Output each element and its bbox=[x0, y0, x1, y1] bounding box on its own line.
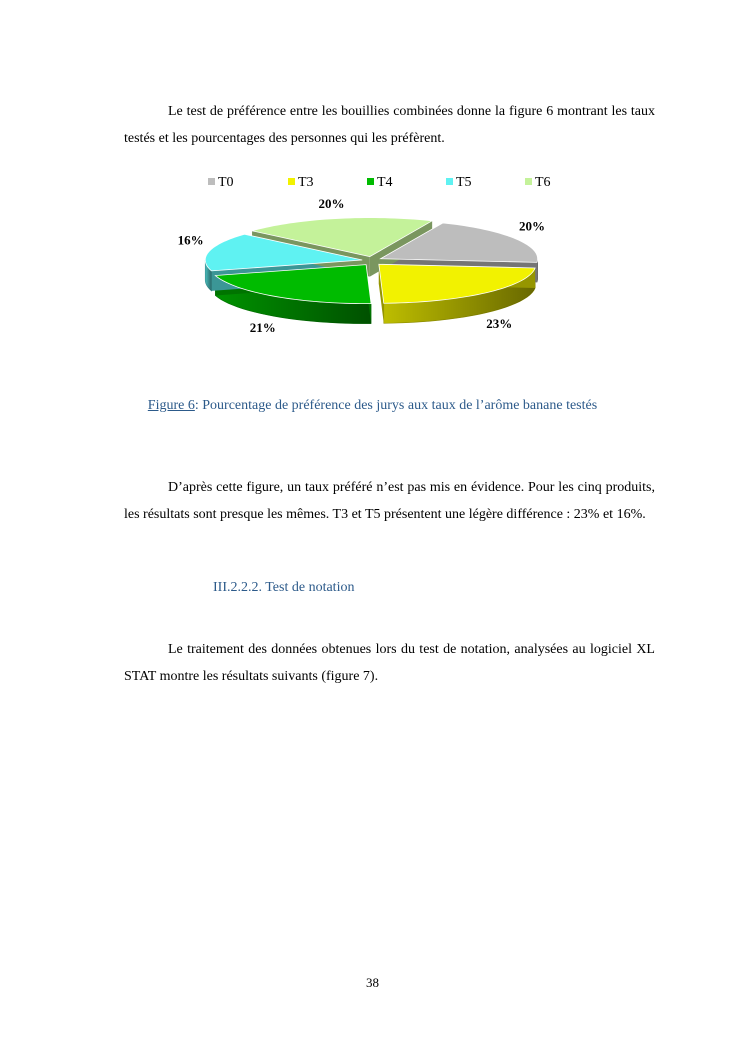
legend-label-t0: T0 bbox=[218, 175, 234, 190]
section-heading: III.2.2.2. Test de notation bbox=[213, 580, 355, 595]
figure-reference: Figure 6 bbox=[147, 398, 195, 413]
data-label-t3: 23% bbox=[486, 316, 513, 332]
intro-paragraph-text: Le test de préférence entre les bouillies combinées donne la figure 6 montrant les taux testés et les pourcentages des personnes qui les préfèrent. bbox=[124, 104, 655, 146]
legend-swatch-t6 bbox=[525, 178, 532, 185]
legend-label-t6: T6 bbox=[535, 175, 551, 190]
caption-text: : Pourcentage de préférence des jurys aux taux de l’arôme banane testés bbox=[194, 398, 598, 413]
legend-label-t5: T5 bbox=[456, 175, 472, 190]
legend-swatch-t5 bbox=[446, 178, 453, 185]
legend-label-t4: T4 bbox=[377, 175, 393, 190]
analysis-paragraph bbox=[124, 475, 655, 528]
legend-swatch-t4 bbox=[367, 178, 374, 185]
legend-label-t3: T3 bbox=[298, 175, 314, 190]
figure-6-pie-chart bbox=[150, 168, 610, 383]
notation-paragraph bbox=[124, 637, 655, 690]
pie-chart-svg bbox=[150, 168, 610, 383]
page-number: 38 bbox=[366, 975, 379, 990]
chart-legend bbox=[208, 175, 551, 190]
data-label-t0: 20% bbox=[519, 218, 545, 234]
data-label-t5: 16% bbox=[177, 232, 204, 248]
legend-swatch-t3 bbox=[288, 178, 295, 185]
data-label-t4: 21% bbox=[249, 320, 276, 335]
figure-caption bbox=[0, 398, 745, 414]
legend-swatch-t0 bbox=[208, 178, 215, 185]
data-label-t6: 20% bbox=[318, 196, 345, 211]
analysis-paragraph-text: D’après cette figure, un taux préféré n’est pas mis en évidence. Pour les cinq produits, les résultats sont presque les mêmes. T3 et T5 présentent une légère différence : 23% et 16%. bbox=[124, 480, 655, 522]
notation-paragraph-text: Le traitement des données obtenues lors du test de notation, analysées au logiciel XL STAT montre les résultats suivants (figure 7). bbox=[124, 642, 655, 684]
intro-paragraph bbox=[124, 99, 655, 152]
